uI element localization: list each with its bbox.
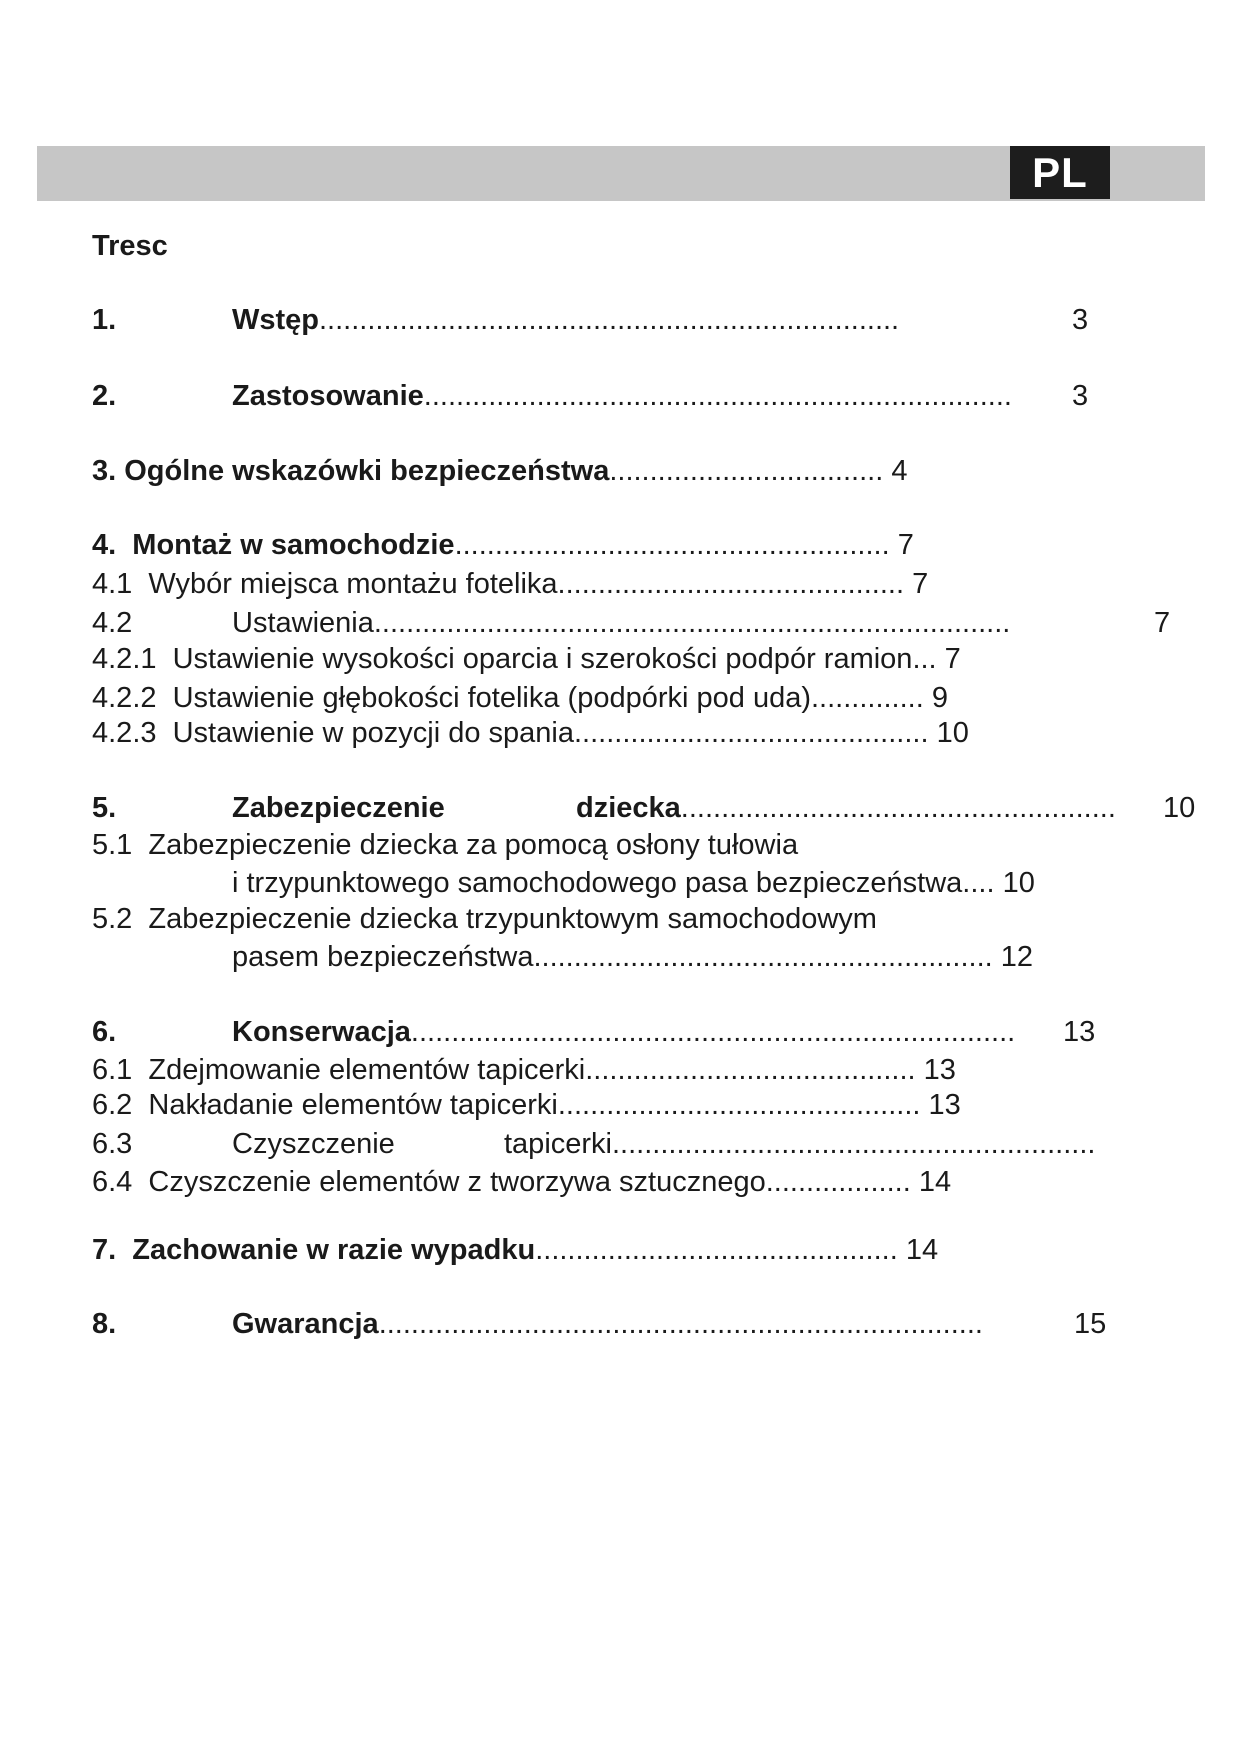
toc-entry-4-2[interactable] xyxy=(92,603,1011,643)
toc-page-number: 14 xyxy=(905,1234,939,1266)
toc-leader: ............................................................ xyxy=(612,1128,1096,1160)
toc-entry-2[interactable] xyxy=(92,376,1012,416)
toc-entry-6-4[interactable] xyxy=(92,1162,951,1202)
toc-entry-label: Wstęp xyxy=(232,304,319,336)
toc-leader: ............................................. xyxy=(535,1234,898,1266)
toc-entry-8[interactable] xyxy=(92,1304,983,1344)
toc-leader: ............................................ xyxy=(573,717,929,749)
toc-page-number: 4 xyxy=(891,455,908,487)
toc-entry-1[interactable] xyxy=(92,300,900,340)
toc-leader: ........................................................................... xyxy=(410,1016,1016,1048)
toc-entry-4[interactable] xyxy=(92,525,914,565)
toc-leader: ........................................... xyxy=(557,568,905,600)
toc-entry-6-2[interactable] xyxy=(92,1085,961,1125)
toc-leader: ........................................................................... xyxy=(378,1308,983,1340)
toc-leader: ...................................................... xyxy=(680,792,1116,824)
toc-entry-label: Czyszczenie xyxy=(232,1128,395,1160)
toc-entry-5-2-cont[interactable] xyxy=(232,937,1033,977)
toc-entry-label: Zabezpieczenie xyxy=(232,792,445,824)
toc-leader: ......................................................................... xyxy=(423,380,1012,412)
toc-entry-label: 4.2.3 Ustawienie w pozycji do spania xyxy=(92,717,574,749)
toc-entry-4-2-1[interactable] xyxy=(92,639,961,679)
toc-leader: .................. xyxy=(765,1166,911,1198)
toc-entry-4-1[interactable] xyxy=(92,564,928,604)
toc-page-number: 9 xyxy=(931,682,948,714)
toc-leader: ......................................... xyxy=(585,1054,916,1086)
toc-entry-label: 4.1 Wybór miejsca montażu fotelika xyxy=(92,568,558,600)
toc-page-number: 7 xyxy=(897,529,914,561)
toc-entry-label-2: dziecka xyxy=(576,792,681,824)
toc-entry-number: 6. xyxy=(92,1016,117,1048)
toc-entry-4-2-2[interactable] xyxy=(92,678,948,718)
toc-entry-5-1[interactable] xyxy=(92,825,798,865)
toc-leader: ...................................................... xyxy=(454,529,890,561)
toc-entry-label: 5.1 Zabezpieczenie dziecka za pomocą osłony tułowia xyxy=(92,829,799,861)
toc-entry-6-1[interactable] xyxy=(92,1050,956,1090)
toc-entry-label-cont: pasem bezpieczeństwa xyxy=(232,941,534,973)
language-badge: PL xyxy=(1010,146,1110,199)
toc-page-number: 13 xyxy=(923,1054,956,1086)
toc-entry-label: 6.2 Nakładanie elementów tapicerki xyxy=(92,1089,558,1121)
toc-entry-3[interactable] xyxy=(92,451,907,491)
toc-leader: ... xyxy=(912,643,937,675)
toc-entry-label-2: tapicerki xyxy=(504,1128,612,1160)
toc-entry-5-2[interactable] xyxy=(92,899,877,939)
toc-entry-label-cont: i trzypunktowego samochodowego pasa bezpieczeństwa xyxy=(232,867,963,899)
toc-entry-number: 4.2 xyxy=(92,607,133,639)
toc-entry-6-3[interactable] xyxy=(92,1124,1096,1164)
toc-entry-label: 7. Zachowanie w razie wypadku xyxy=(92,1234,536,1266)
toc-leader: ......................................................... xyxy=(533,941,993,973)
toc-entry-label: 6.1 Zdejmowanie elementów tapicerki xyxy=(92,1054,586,1086)
toc-entry-label: 3. Ogólne wskazówki bezpieczeństwa xyxy=(92,455,610,487)
toc-leader: .................................. xyxy=(609,455,884,487)
toc-page-number: 3 xyxy=(1072,380,1089,412)
toc-entry-number: 2. xyxy=(92,380,117,412)
toc-leader: ............................................................................... xyxy=(373,607,1011,639)
toc-page-number: 7 xyxy=(912,568,929,600)
toc-page-number: 10 xyxy=(1163,792,1196,824)
toc-entry-5[interactable] xyxy=(92,788,1116,828)
toc-entry-number: 6.3 xyxy=(92,1128,133,1160)
toc-entry-number: 8. xyxy=(92,1308,117,1340)
toc-page-number: 10 xyxy=(1002,867,1035,899)
toc-entry-4-2-3[interactable] xyxy=(92,713,969,753)
toc-entry-label: 5.2 Zabezpieczenie dziecka trzypunktowym samochodowym xyxy=(92,903,877,935)
toc-leader: ............................................. xyxy=(557,1089,921,1121)
toc-entry-6[interactable] xyxy=(92,1012,1016,1052)
toc-entry-label: 6.4 Czyszczenie elementów z tworzywa sztucznego xyxy=(92,1166,766,1198)
toc-leader: .............. xyxy=(810,682,924,714)
toc-entry-label: Konserwacja xyxy=(232,1016,411,1048)
toc-entry-label: Zastosowanie xyxy=(232,380,424,412)
toc-entry-number: 1. xyxy=(92,304,117,336)
toc-leader: .... xyxy=(962,867,995,899)
toc-entry-label: 4.2.1 Ustawienie wysokości oparcia i szerokości podpór ramion xyxy=(92,643,913,675)
toc-entry-7[interactable] xyxy=(92,1230,938,1270)
toc-page-number: 12 xyxy=(1000,941,1034,973)
toc-page-number: 14 xyxy=(918,1166,952,1198)
toc-entry-label: 4.2.2 Ustawienie głębokości fotelika (podpórki pod uda) xyxy=(92,682,811,714)
toc-page-number: 10 xyxy=(936,717,969,749)
toc-entry-number: 5. xyxy=(92,792,117,824)
toc-entry-label: Gwarancja xyxy=(232,1308,379,1340)
toc-page-number: 7 xyxy=(944,643,961,675)
toc-entry-label: Ustawienia xyxy=(232,607,374,639)
toc-page-number: 15 xyxy=(1074,1308,1107,1340)
toc-leader: ........................................................................ xyxy=(319,304,900,336)
toc-entry-5-1-cont[interactable] xyxy=(232,863,1035,903)
toc-title: Tresc xyxy=(92,230,168,262)
toc-page-number: 13 xyxy=(928,1089,961,1121)
toc-page-number: 3 xyxy=(1072,304,1089,336)
toc-entry-label: 4. Montaż w samochodzie xyxy=(92,529,455,561)
toc-page-number: 7 xyxy=(1154,607,1171,639)
toc-page-number: 13 xyxy=(1063,1016,1096,1048)
